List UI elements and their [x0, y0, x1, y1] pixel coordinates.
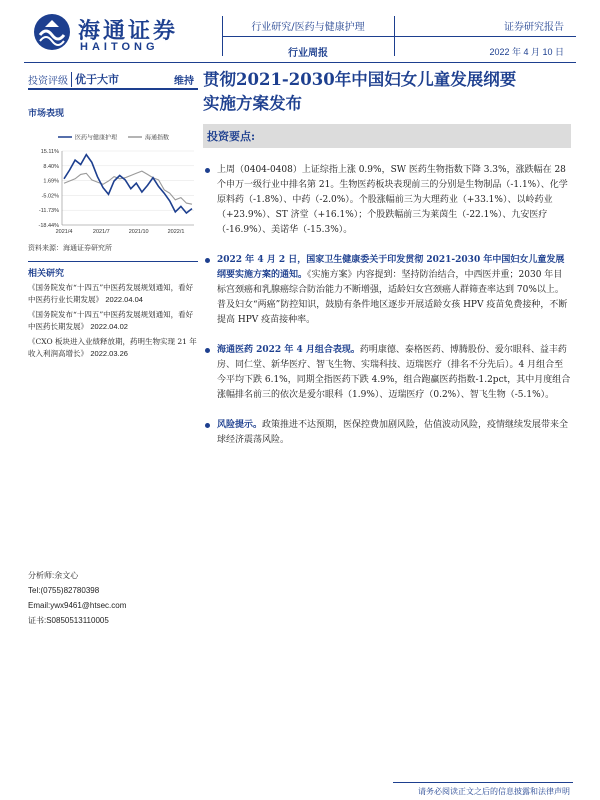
- point-heading: 风险提示。: [217, 420, 263, 430]
- point-heading: 海通医药 2022 年 4 月组合表现。: [217, 345, 360, 355]
- x-tick-label: 2021/7: [92, 229, 110, 235]
- haitong-logo: [32, 12, 202, 56]
- haitong-emblem-icon: [32, 12, 72, 52]
- logo-chinese-name: 海通证券: [78, 18, 179, 44]
- analyst-cert: 证书:S0850513110005: [28, 616, 109, 625]
- y-tick-label: 1.69%: [43, 178, 59, 185]
- logo-english-name: HAITONG: [80, 41, 159, 53]
- report-subtype: 行业周报: [288, 48, 328, 59]
- header-rule: [24, 62, 576, 63]
- point-portfolio: [203, 343, 571, 403]
- sidebar-divider: [28, 261, 198, 262]
- header-mid-rule: [222, 36, 576, 37]
- report-title: [203, 68, 571, 116]
- title-line-1: 贯彻2021-2030年中国妇女儿童发展纲要: [203, 70, 517, 89]
- related-item-text: 《国务院发布“十四五”中医药发展规划通知，看好中医药长期发展》: [28, 310, 194, 331]
- related-research-title: 相关研究: [28, 269, 65, 279]
- point-weekly-market: [203, 163, 571, 238]
- report-date: 2022 年 4 月 10 日: [489, 47, 564, 57]
- bullet-icon: [205, 348, 210, 353]
- point-text: 政策推进不达预期，医保控费加剧风险，估值波动风险，疫情继续发展带来全球经济震荡风险。: [217, 420, 569, 445]
- analyst-info: [28, 568, 198, 628]
- x-tick-label: 2021/4: [55, 229, 73, 235]
- sidebar: [28, 70, 198, 360]
- analyst-name: 分析师:余文心: [28, 571, 79, 580]
- point-text: 《实施方案》内容提到：坚持防治结合，中西医并重；2030 年目标宫颈癌和乳腺癌综合防治能力不断增强，适龄妇女宫颈癌人群筛查率达到 70%以上。普及妇女“两癌”防控知识，鼓励有条件地区逐步开展适龄女孩 HPV 疫苗免费接种，不断提高 HPV 疫苗接种率。: [217, 270, 568, 325]
- report-category: 行业研究/医药与健康护理: [251, 22, 365, 33]
- related-item-date: 2022.03.26: [90, 349, 128, 358]
- x-tick-label: 2022/1: [167, 229, 185, 235]
- footer-rule: [393, 782, 573, 783]
- title-line-2: 实施方案发布: [203, 94, 302, 113]
- y-tick-label: -11.73%: [38, 208, 59, 215]
- line-chart: [28, 129, 198, 239]
- related-item[interactable]: [28, 282, 198, 306]
- series-line: [64, 155, 192, 213]
- main-content: [203, 68, 571, 448]
- header-category: [238, 18, 378, 59]
- rating-value: 优于大市: [75, 73, 119, 86]
- rating-status: 维持: [174, 75, 194, 87]
- market-performance-chart: [28, 129, 198, 239]
- related-item-text: 《国务院发布“十四五”中医药发展规划通知，看好中医药行业长期发展》: [28, 283, 194, 304]
- market-performance-title: 市场表现: [28, 109, 65, 119]
- related-item-date: 2022.04.02: [90, 322, 128, 331]
- x-tick-label: 2021/10: [128, 229, 149, 235]
- y-tick-label: 15.11%: [40, 149, 59, 155]
- investment-rating: [28, 70, 198, 90]
- analyst-tel: Tel:(0755)82780398: [28, 586, 100, 595]
- point-text: 上周（0404-0408）上证综指上涨 0.9%，SW 医药生物指数下降 3.3%，涨跌幅在 28 个申万一级行业中排名第 21。生物医药板块表现前三的分别是生物制品（-1.1%）、化学原料药（-1.8%）、中药（-2.0%）。个股涨幅前三为大理药业（+33.1%）、以岭药业（+23.9%）、ST 济堂（+16.1%）；个股跌幅前三为莱茵生（-22.1%）、九安医疗（-16.9%）、美诺华（-15.3%）。: [217, 165, 568, 235]
- legend-label: 医药与健康护理: [75, 134, 118, 142]
- legend-label: 海通指数: [145, 134, 170, 142]
- bullet-icon: [205, 423, 210, 428]
- key-points-title: 投资要点:: [207, 130, 256, 143]
- bullet-icon: [205, 168, 210, 173]
- report-header: [0, 0, 600, 62]
- related-item-text: 《CXO 板块进入业绩释放期，药明生物实现 21 年收入利润高增长》: [28, 337, 197, 358]
- bullet-icon: [205, 258, 210, 263]
- report-type: 证券研究报告: [504, 22, 564, 33]
- related-research-list: [28, 282, 198, 360]
- y-tick-label: -18.44%: [38, 223, 59, 229]
- y-tick-label: 8.40%: [43, 163, 59, 170]
- point-text: 药明康德、泰格医药、博腾股份、爱尔眼科、益丰药房、同仁堂、新华医疗、智飞生物、实瑞科技、迈瑞医疗（排名不分先后）。4 月组合至今平均下跌 6.1%，同期全指医药下跌 4.9%，组合跑赢医药指数-1.2pct，其中月度组合涨幅排名前三的依次是爱尔眼科（1.9%）、迈瑞医疗（0.2%）、智飞生物（-5.1%）。: [217, 345, 571, 400]
- disclaimer-footer: 请务必阅读正文之后的信息披露和法律声明: [418, 787, 570, 796]
- related-item[interactable]: [28, 309, 198, 333]
- rating-label: 投资评级: [28, 72, 72, 87]
- analyst-email[interactable]: Email:ywx9461@htsec.com: [28, 601, 127, 610]
- related-item-date: 2022.04.04: [105, 295, 143, 304]
- point-risk: [203, 418, 571, 448]
- header-meta: [489, 18, 564, 58]
- chart-source: 资料来源：海通证券研究所: [28, 244, 112, 252]
- related-item[interactable]: [28, 336, 198, 360]
- point-policy: [203, 253, 571, 328]
- point-heading: 2022 年 4 月 2 日，国家卫生健康委关于印发贯彻 2021-2030 年中国妇女儿童发展纲要实施方案的通知。: [217, 255, 565, 280]
- key-points-bar: [203, 124, 571, 148]
- y-tick-label: -5.02%: [41, 193, 59, 200]
- series-line: [64, 171, 192, 204]
